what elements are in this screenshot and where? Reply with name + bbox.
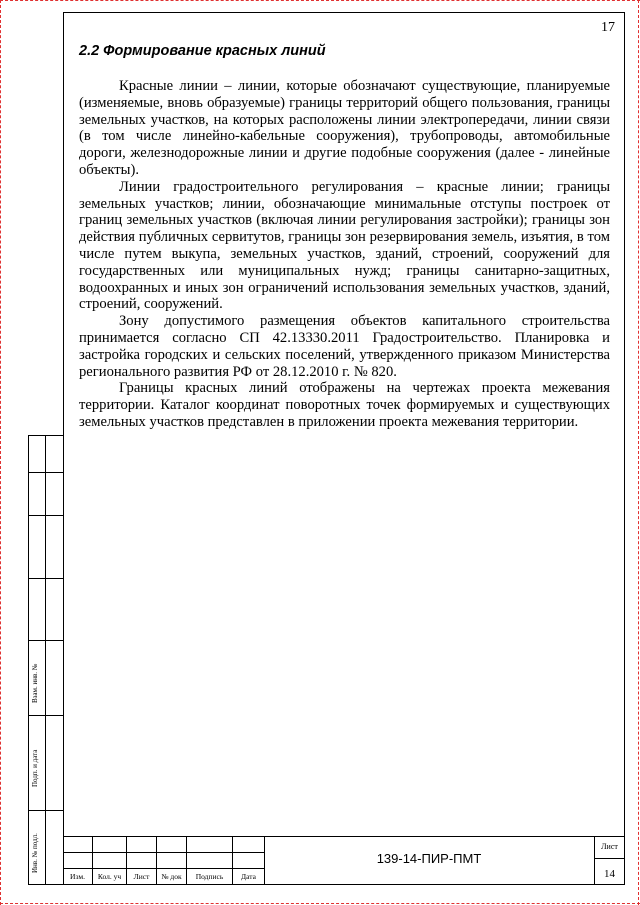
title-block-line [63,852,264,853]
strip-line [28,578,64,579]
side-stamp-strip [28,435,64,885]
strip-line [28,640,64,641]
strip-line [28,435,29,885]
cut-border-left [0,0,1,905]
sheet-label: Лист [601,842,618,851]
column-list: Лист [133,872,150,881]
cut-border-top [0,0,640,1]
strip-line [28,715,64,716]
side-label-podp-data: Подп. и дата [31,749,39,787]
strip-line [45,435,46,885]
document-code: 139-14-ПИР-ПМТ [376,851,482,866]
paragraph: Линии градостроительного регулирования – красные линии; границы земельных участков; линии, обозначающие минимальные отступы построек от границ земельных участков (включая линии регулирования застройки); границы зон действия публичных сервитутов, границы зон резервирования земель, изъятия, в том числе путем выкупа, земельных участков, зданий, строений, сооружений для государственных или муниципальных нужд; границы санитарно-защитных, водоохранных и иных зон ограничений использования земельных участков, зданий, строений, сооружений. [79,178,610,313]
column-data: Дата [241,872,256,881]
paragraph: Зону допустимого размещения объектов капитального строительства принимается согласно СП 42.13330.2011 Градостроительство. Планировка и застройка городских и сельских поселений, утвержденного приказом Министерства регионального развития РФ от 28.12.2010 г. № 820. [79,313,610,380]
strip-line [28,884,64,885]
side-label-vzam-inv: Взам. инв. № [31,663,39,703]
title-block-line [63,868,264,869]
strip-line [28,472,64,473]
cut-border-bottom [0,903,640,904]
cut-border-right [638,0,639,905]
page-number: 17 [601,20,615,35]
column-izm: Изм. [70,872,85,881]
strip-line [28,515,64,516]
section-heading: 2.2 Формирование красных линий [79,43,326,59]
column-num-dok: № док [161,872,182,881]
paragraph: Границы красных линий отображены на чертежах проекта межевания территории. Каталог координат поворотных точек формируемых и существующих земельных участков представлен в приложении проекта межевания территории. [79,380,610,430]
title-block-line [594,858,625,859]
column-kol-uch: Кол. уч [97,872,122,881]
title-block-line [63,836,625,837]
paragraph: Красные линии – линии, которые обозначают существующие, планируемые (изменяемые, вновь образуемые) границы территорий общего пользования, границы земельных участков, на которых расположены линии электропередачи, линии связи (в том числе линейно-кабельные сооружения), трубопроводы, автомобильные дороги, железнодорожные линии и другие подобные сооружения (далее - линейные объекты). [79,78,610,178]
title-block [63,836,625,885]
side-label-inv-podl: Инв. № подл. [31,833,39,873]
body-text [79,78,610,431]
column-podpis: Подпись [195,872,224,881]
sheet-number: 14 [604,868,615,880]
strip-line [28,435,64,436]
strip-line [28,810,64,811]
